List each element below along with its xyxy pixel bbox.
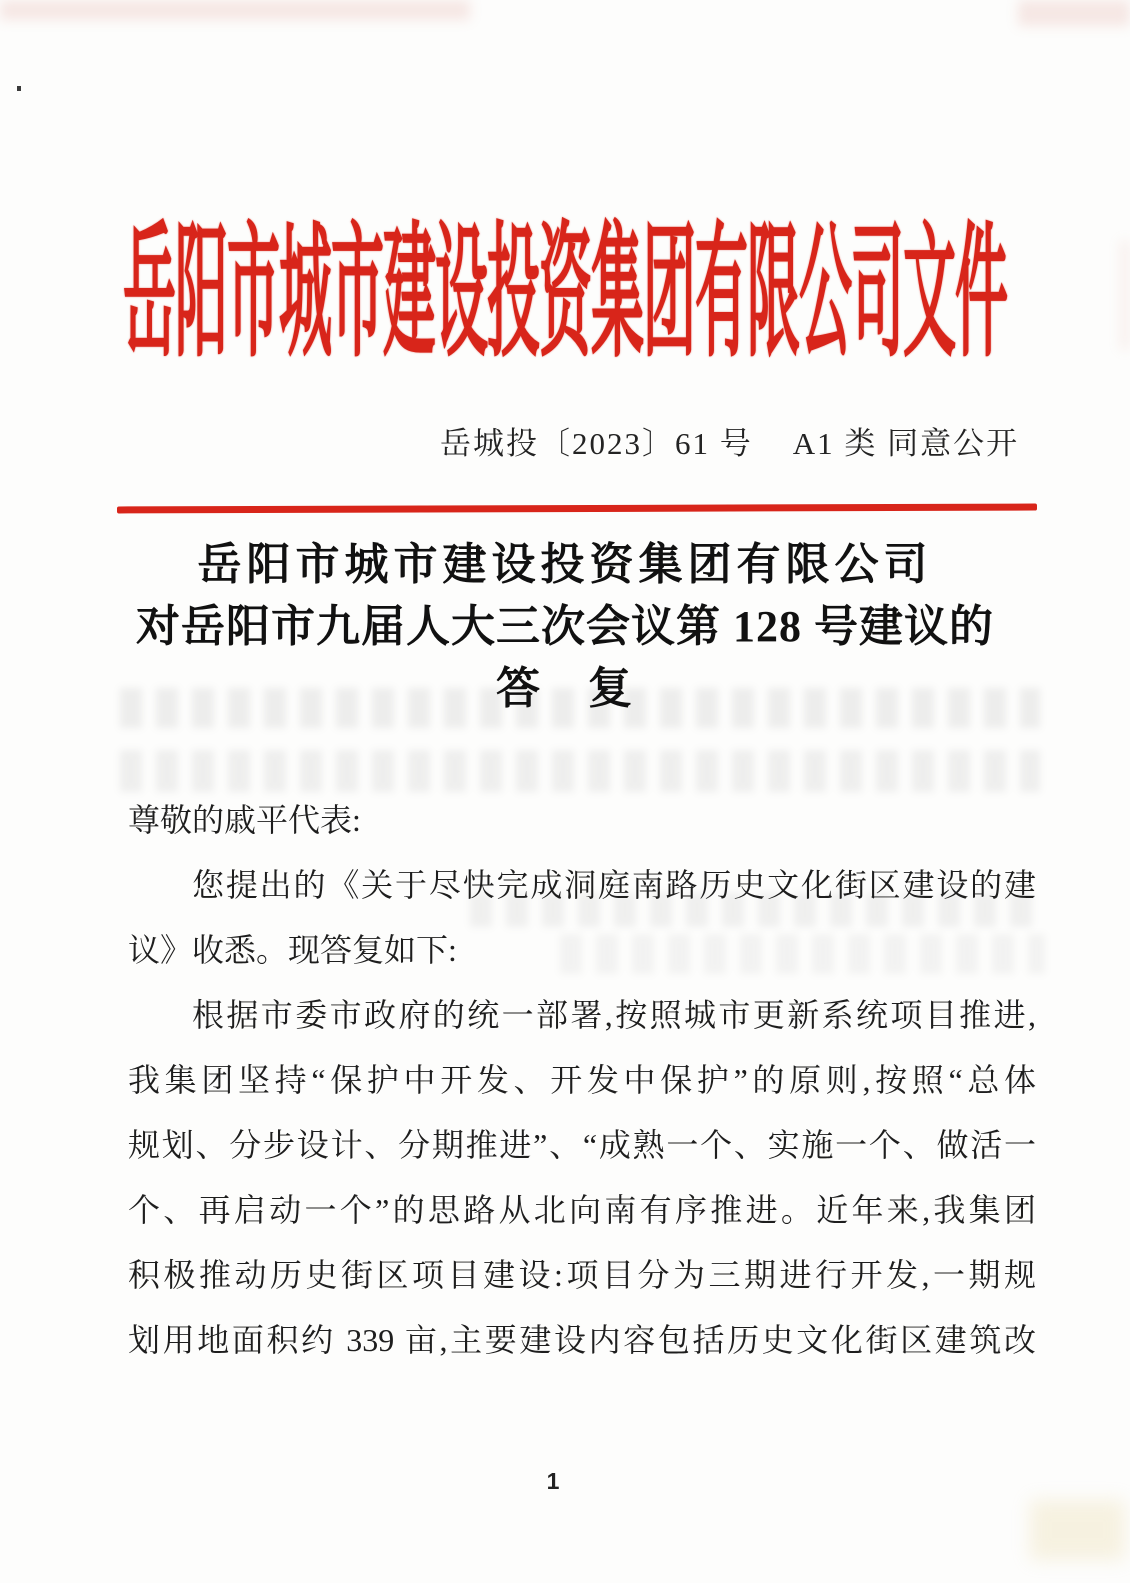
page-number: 1 bbox=[546, 1468, 560, 1494]
doc-classification: A1 类 同意公开 bbox=[792, 425, 1020, 461]
salutation: 尊敬的戚平代表: bbox=[128, 802, 361, 838]
body-line: 议》收悉。现答复如下: bbox=[128, 932, 457, 968]
scan-smudge bbox=[1120, 240, 1130, 350]
body-line: 根据市委市政府的统一部署,按照城市更新系统项目推进, bbox=[192, 997, 1036, 1033]
body-line: 积极推动历史街区项目建设:项目分为三期进行开发,一期规 bbox=[128, 1257, 1036, 1293]
body-line: 划用地面积约 339 亩,主要建设内容包括历史文化街区建筑改 bbox=[128, 1322, 1036, 1358]
red-separator-line bbox=[117, 504, 1037, 514]
doc-number-row bbox=[440, 418, 1035, 462]
scan-smudge bbox=[1018, 0, 1130, 26]
letterhead-org-title: 岳阳市城市建设投资集团有限公司文件 bbox=[123, 216, 1007, 376]
body-line: 个、再启动一个”的思路从北向南有序推进。近年来,我集团 bbox=[128, 1192, 1036, 1228]
doc-number: 岳城投〔2023〕61 号 bbox=[440, 425, 753, 461]
title-line-3: 答 复 bbox=[496, 664, 634, 713]
letterhead bbox=[112, 216, 1018, 376]
scan-smudge bbox=[0, 0, 470, 20]
body-line: 您提出的《关于尽快完成洞庭南路历史文化街区建设的建 bbox=[192, 867, 1036, 903]
bleedthrough-artifact bbox=[120, 750, 1040, 792]
scan-smudge bbox=[1030, 1500, 1125, 1560]
ink-speck bbox=[17, 86, 21, 91]
body-line: 规划、分步设计、分期推进”、“成熟一个、实施一个、做活一 bbox=[128, 1127, 1036, 1163]
document-title bbox=[112, 534, 1018, 720]
body-line: 我集团坚持“保护中开发、开发中保护”的原则,按照“总体 bbox=[128, 1062, 1036, 1098]
document-body bbox=[128, 788, 1036, 1373]
title-line-2: 对岳阳市九届人大三次会议第 128 号建议的 bbox=[136, 602, 994, 651]
title-line-1: 岳阳市城市建设投资集团有限公司 bbox=[197, 540, 933, 589]
